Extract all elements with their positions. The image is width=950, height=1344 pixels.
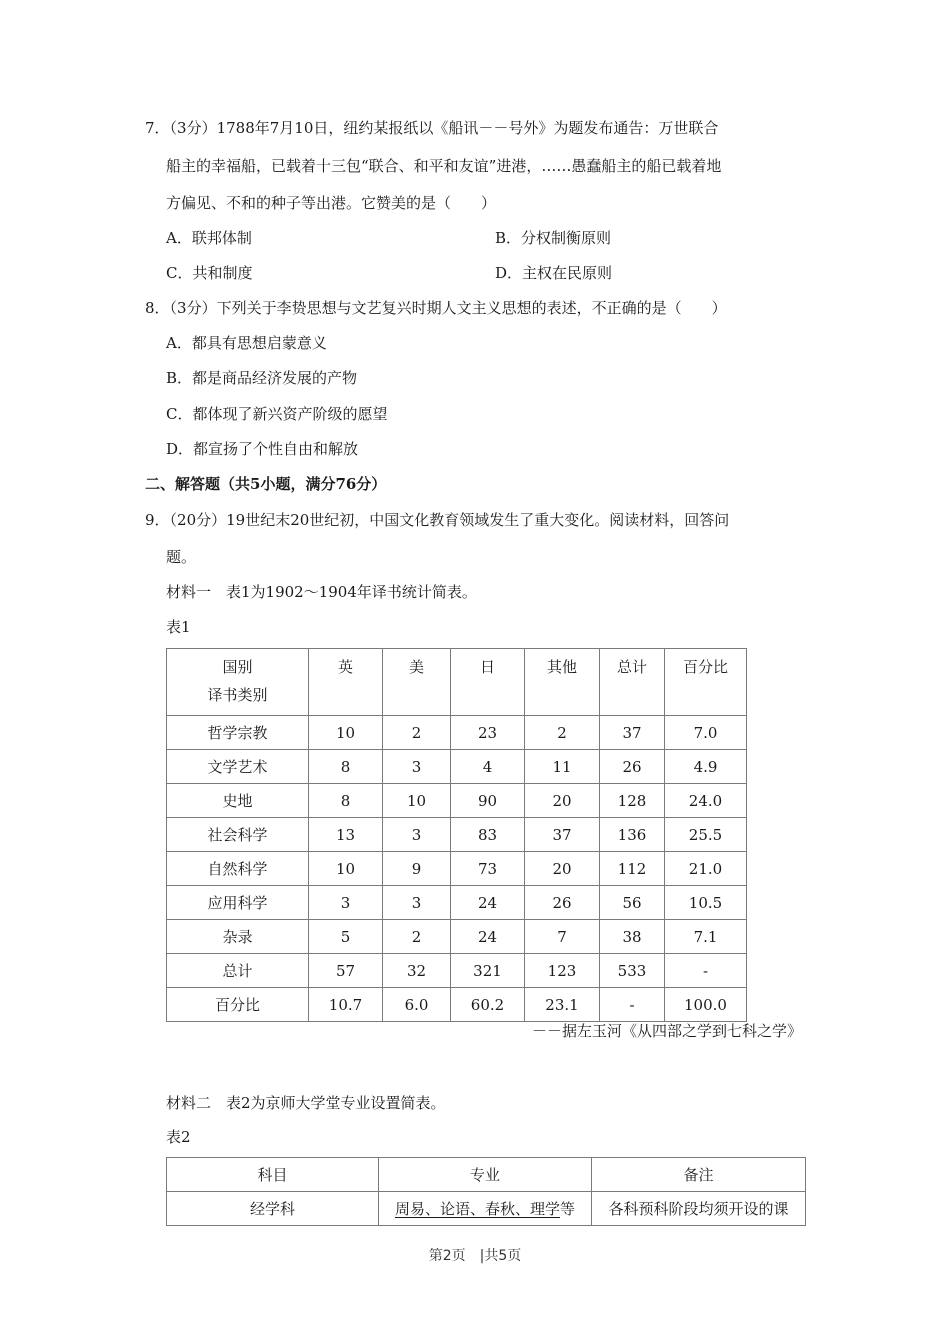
table-2-caption: 表2 xyxy=(166,1128,191,1146)
cell: 2 xyxy=(383,716,451,750)
question-7-option-c: C．共和制度 xyxy=(166,264,253,282)
table-row xyxy=(167,818,747,852)
material-2-text: 材料二 表2为京师大学堂专业设置简表。 xyxy=(166,1094,446,1112)
row-label: 杂录 xyxy=(167,920,309,954)
note-cell: 各科预科阶段均须开设的课 xyxy=(592,1192,806,1226)
table-row xyxy=(167,750,747,784)
cell: 37 xyxy=(525,818,600,852)
cell: 2 xyxy=(525,716,600,750)
row-label: 百分比 xyxy=(167,988,309,1022)
cell: 24 xyxy=(451,886,525,920)
question-7-line-1: 7．（3分）1788年7月10日，纽约某报纸以《船讯－－号外》为题发布通告：万世联合 xyxy=(145,119,719,137)
table-row xyxy=(167,920,747,954)
cell: 10.5 xyxy=(665,886,747,920)
cell: 3 xyxy=(383,818,451,852)
table-1-caption: 表1 xyxy=(166,618,191,636)
row-label: 应用科学 xyxy=(167,886,309,920)
cell: 533 xyxy=(600,954,665,988)
cell: - xyxy=(665,954,747,988)
cell: 9 xyxy=(383,852,451,886)
cell: 6.0 xyxy=(383,988,451,1022)
page-footer: 第2页 |共5页 xyxy=(428,1248,522,1264)
cell: - xyxy=(600,988,665,1022)
table-row-total xyxy=(167,954,747,988)
question-7-option-b: B．分权制衡原则 xyxy=(495,229,612,247)
cell: 13 xyxy=(309,818,383,852)
cell: 37 xyxy=(600,716,665,750)
question-8-option-d: D．都宣扬了个性自由和解放 xyxy=(166,440,359,458)
cell: 20 xyxy=(525,852,600,886)
table-row xyxy=(167,784,747,818)
question-7-option-d: D．主权在民原则 xyxy=(495,264,613,282)
header-category-label: 译书类别 xyxy=(207,686,268,704)
table-2-column-header: 备注 xyxy=(592,1158,806,1192)
cell: 100.0 xyxy=(665,988,747,1022)
cell: 10 xyxy=(309,716,383,750)
row-label: 哲学宗教 xyxy=(167,716,309,750)
table-1-column-header: 百分比 xyxy=(665,649,747,716)
table-1-column-header: 英 xyxy=(309,649,383,716)
material-1-text: 材料一 表1为1902～1904年译书统计简表。 xyxy=(166,583,477,601)
cell: 7.0 xyxy=(665,716,747,750)
cell: 24 xyxy=(451,920,525,954)
cell: 5 xyxy=(309,920,383,954)
cell: 20 xyxy=(525,784,600,818)
cell: 26 xyxy=(525,886,600,920)
cell: 23 xyxy=(451,716,525,750)
cell: 38 xyxy=(600,920,665,954)
cell: 8 xyxy=(309,750,383,784)
table-1-header-row xyxy=(167,649,747,716)
cell: 90 xyxy=(451,784,525,818)
table-1-corner-cell xyxy=(167,649,309,716)
cell: 11 xyxy=(525,750,600,784)
cell: 4 xyxy=(451,750,525,784)
cell: 57 xyxy=(309,954,383,988)
cell: 136 xyxy=(600,818,665,852)
table-row xyxy=(167,716,747,750)
cell: 25.5 xyxy=(665,818,747,852)
table-1-column-header: 美 xyxy=(383,649,451,716)
cell: 21.0 xyxy=(665,852,747,886)
row-label: 史地 xyxy=(167,784,309,818)
cell: 123 xyxy=(525,954,600,988)
cell: 32 xyxy=(383,954,451,988)
question-7-line-3: 方偏见、不和的种子等出港。它赞美的是（ ） xyxy=(166,194,497,212)
cell: 7.1 xyxy=(665,920,747,954)
question-8-option-c: C．都体现了新兴资产阶级的愿望 xyxy=(166,405,388,423)
question-7-line-2: 船主的幸福船，已载着十三包“联合、和平和友谊”进港，……愚蠢船主的船已载着地 xyxy=(166,157,722,175)
cell: 3 xyxy=(383,886,451,920)
table-2-header-row xyxy=(167,1158,806,1192)
cell: 23.1 xyxy=(525,988,600,1022)
table-2-column-header: 科目 xyxy=(167,1158,379,1192)
table-2 xyxy=(166,1157,806,1226)
cell: 7 xyxy=(525,920,600,954)
cell: 24.0 xyxy=(665,784,747,818)
section-heading: 二、解答题（共5小题，满分76分） xyxy=(145,475,387,493)
major-cell xyxy=(379,1192,592,1226)
question-7-option-a: A．联邦体制 xyxy=(166,229,252,247)
header-country-label: 国别 xyxy=(222,658,253,676)
cell: 128 xyxy=(600,784,665,818)
cell: 10 xyxy=(383,784,451,818)
cell: 73 xyxy=(451,852,525,886)
table-1-column-header: 日 xyxy=(451,649,525,716)
cell: 112 xyxy=(600,852,665,886)
major-suffix: 等 xyxy=(560,1200,576,1218)
question-8-stem: 8．（3分）下列关于李贽思想与文艺复兴时期人文主义思想的表述，不正确的是（ ） xyxy=(145,299,727,317)
question-9-line-2: 题。 xyxy=(166,548,197,566)
table-row xyxy=(167,852,747,886)
cell: 8 xyxy=(309,784,383,818)
row-label: 自然科学 xyxy=(167,852,309,886)
question-8-option-a: A．都具有思想启蒙意义 xyxy=(166,334,327,352)
table-1 xyxy=(166,648,747,1022)
question-9-line-1: 9．（20分）19世纪末20世纪初，中国文化教育领域发生了重大变化。阅读材料，回答问 xyxy=(145,511,730,529)
cell: 2 xyxy=(383,920,451,954)
table-1-column-header: 其他 xyxy=(525,649,600,716)
subject-cell: 经学科 xyxy=(167,1192,379,1226)
question-8-option-b: B．都是商品经济发展的产物 xyxy=(166,369,358,387)
cell: 10.7 xyxy=(309,988,383,1022)
row-label: 文学艺术 xyxy=(167,750,309,784)
cell: 60.2 xyxy=(451,988,525,1022)
major-underlined-text: 周易、论语、春秋、理学 xyxy=(394,1200,560,1218)
table-1-column-header: 总计 xyxy=(600,649,665,716)
cell: 3 xyxy=(383,750,451,784)
cell: 3 xyxy=(309,886,383,920)
cell: 83 xyxy=(451,818,525,852)
cell: 4.9 xyxy=(665,750,747,784)
table-row xyxy=(167,886,747,920)
row-label: 社会科学 xyxy=(167,818,309,852)
table-row xyxy=(167,1192,806,1226)
table-2-column-header: 专业 xyxy=(379,1158,592,1192)
row-label: 总计 xyxy=(167,954,309,988)
cell: 10 xyxy=(309,852,383,886)
cell: 26 xyxy=(600,750,665,784)
table-1-source: －－据左玉河《从四部之学到七科之学》 xyxy=(531,1022,802,1040)
cell: 321 xyxy=(451,954,525,988)
table-row-percentage xyxy=(167,988,747,1022)
cell: 56 xyxy=(600,886,665,920)
